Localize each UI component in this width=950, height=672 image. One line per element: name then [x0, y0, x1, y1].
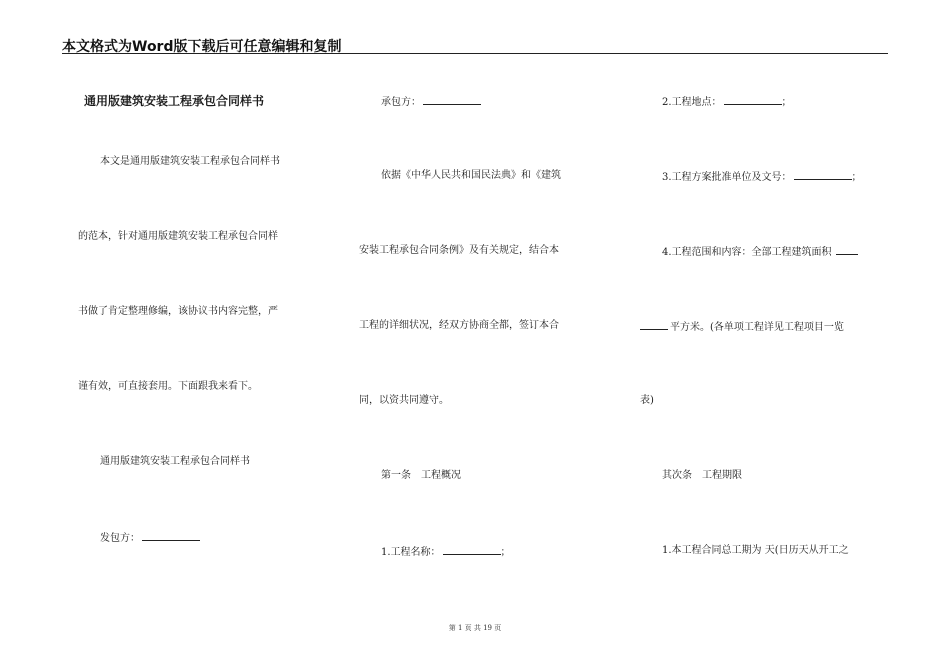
party-b-label: 承包方：: [381, 97, 421, 108]
article-2-heading: 其次条 工程期限: [662, 470, 742, 481]
item-3-blank: [794, 170, 852, 180]
article-1-heading: 第一条 工程概况: [381, 470, 461, 481]
item-1-label: 1.工程名称：: [381, 547, 441, 558]
item-3-line: [662, 170, 862, 184]
item-4-label: 4.工程范围和内容：全部工程建筑面积: [662, 247, 832, 258]
intro-line-1: 本文是通用版建筑安装工程承包合同样书: [100, 156, 280, 167]
item-4-cont-line: [640, 320, 844, 334]
item-1-end: ；: [500, 547, 511, 558]
party-b-line: [381, 95, 481, 109]
term-line-1: 1.本工程合同总工期为 天(日历天从开工之: [662, 545, 849, 556]
party-a-label: 发包方：: [100, 533, 140, 544]
item-2-line: [662, 95, 792, 109]
intro-line-3: 书做了肯定整理修编，该协议书内容完整，严: [78, 306, 278, 317]
item-1-line: [381, 545, 511, 559]
document-header-title: 本文格式为Word版下载后可任意编辑和复制: [62, 39, 342, 55]
basis-line-4: 同，以资共同遵守。: [359, 395, 449, 406]
item-1-blank: [443, 545, 501, 555]
intro-line-2: 的范本，针对通用版建筑安装工程承包合同样: [78, 231, 278, 242]
intro-line-4: 谨有效，可直接套用。下面跟我来看下。: [78, 381, 258, 392]
item-2-label: 2.工程地点：: [662, 97, 722, 108]
item-4-line: [662, 245, 860, 259]
header-divider: [62, 53, 888, 54]
basis-line-1: 依据《中华人民共和国民法典》和《建筑: [381, 170, 561, 181]
basis-line-2: 安装工程承包合同条例》及有关规定，结合本: [359, 245, 559, 256]
item-4-end-line: 表): [640, 395, 654, 406]
party-a-line: [100, 531, 200, 545]
document-title: 通用版建筑安装工程承包合同样书: [84, 94, 265, 108]
item-2-blank: [724, 95, 782, 105]
item-4-area-blank: [640, 320, 668, 330]
item-3-label: 3.工程方案批准单位及文号：: [662, 172, 792, 183]
party-b-blank: [423, 95, 481, 105]
page-number: 第 1 页 共 19 页: [448, 624, 502, 632]
item-4-cont: 平方米。(各单项工程详见工程项目一览: [670, 322, 844, 333]
party-a-blank: [142, 531, 200, 541]
item-4-blank: [836, 245, 858, 255]
item-3-end: ；: [851, 172, 862, 183]
contract-subtitle: 通用版建筑安装工程承包合同样书: [100, 456, 250, 467]
item-2-end: ；: [781, 97, 792, 108]
basis-line-3: 工程的详细状况，经双方协商全都，签订本合: [359, 320, 559, 331]
